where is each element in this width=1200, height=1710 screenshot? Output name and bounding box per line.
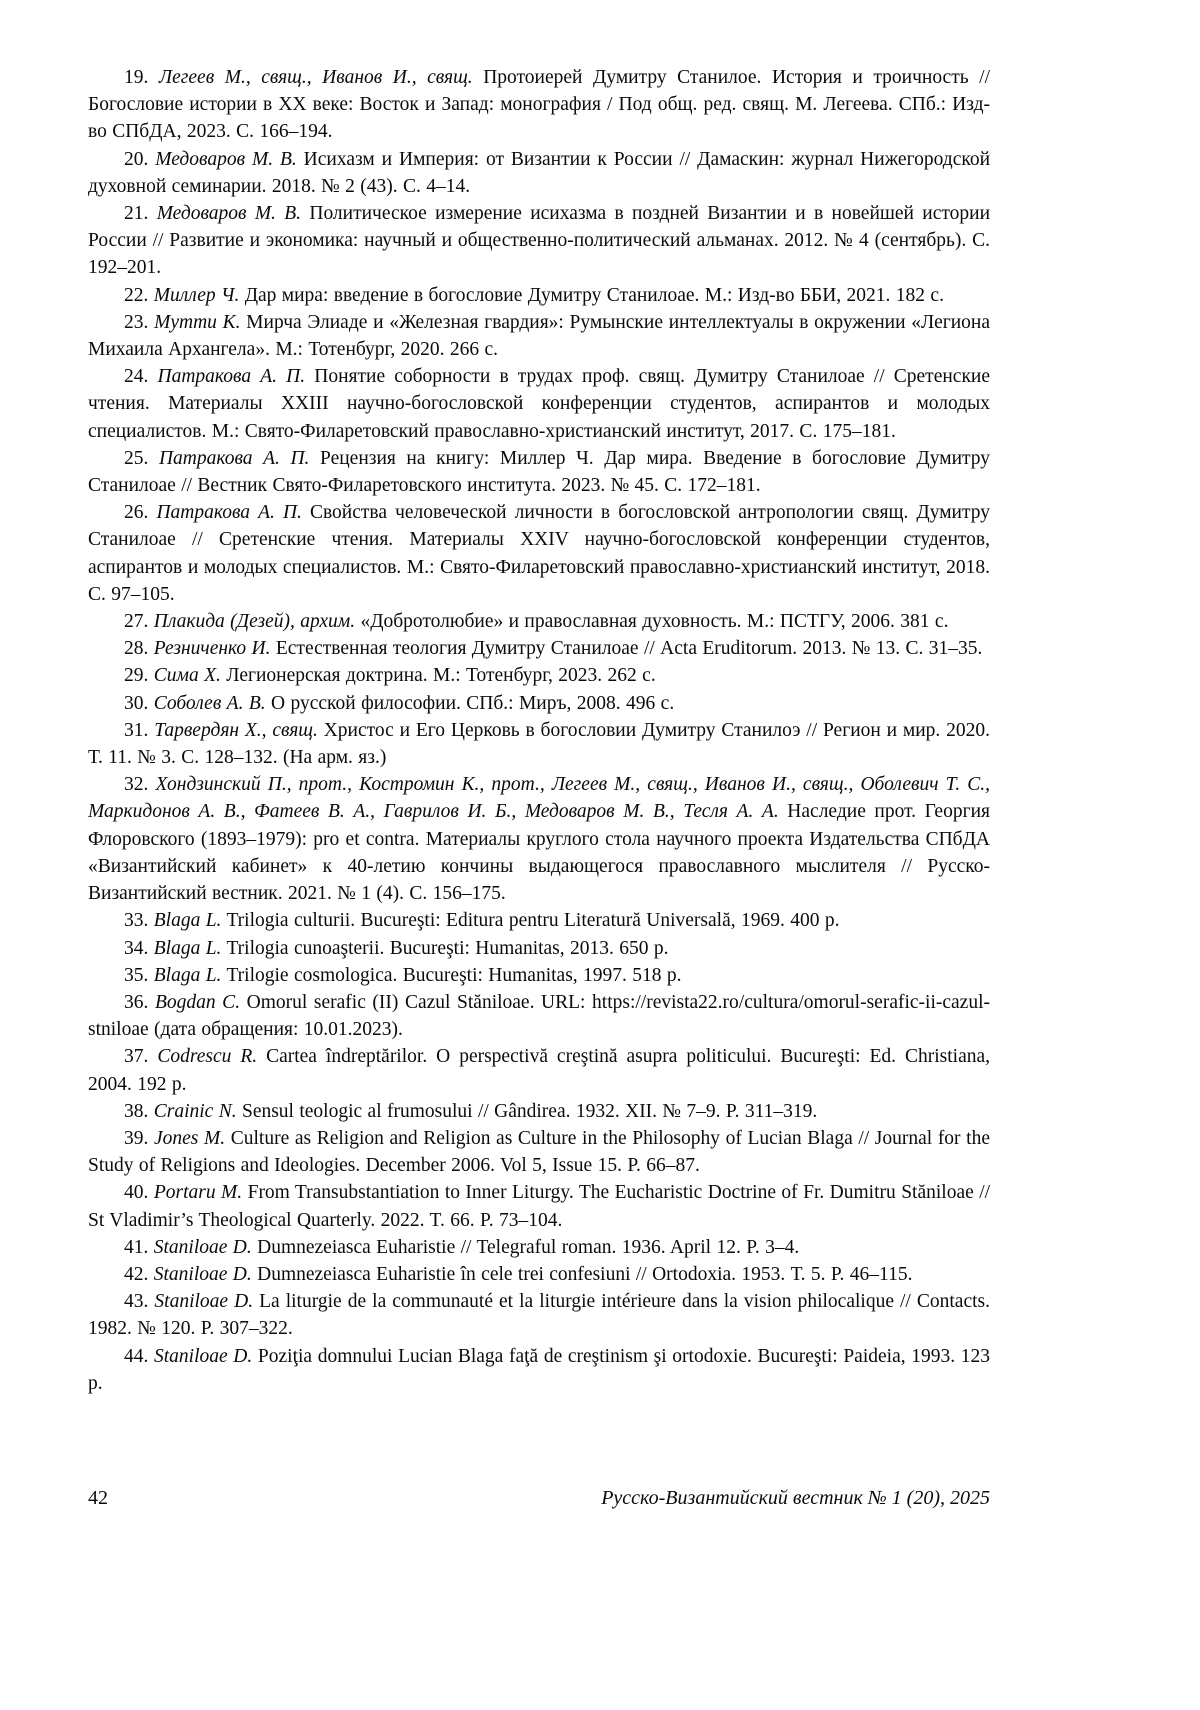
reference-number: 29. (124, 665, 154, 687)
reference-entry (88, 499, 990, 608)
reference-entry (88, 1234, 990, 1261)
reference-author: Патракова А. П. (156, 502, 302, 524)
reference-author: Staniloae D. (153, 1263, 252, 1285)
reference-text: Poziţia domnului Lucian Blaga faţă de creştinism şi ortodoxie. Bucureşti: Paideia, 1993. 123 p. (88, 1345, 990, 1394)
reference-text: Dumnezeiasca Euharistie // Telegraful roman. 1936. April 12. P. 3–4. (251, 1236, 800, 1258)
reference-author: Миллер Ч. (153, 284, 240, 306)
reference-author: Патракова А. П. (158, 447, 310, 469)
reference-number: 21. (124, 203, 157, 225)
reference-author: Плакида (Дезей), архим. (153, 611, 356, 633)
reference-number: 25. (124, 447, 159, 469)
reference-number: 27. (124, 611, 154, 633)
reference-author: Резниченко И. (153, 638, 271, 660)
page-number: 42 (88, 1487, 108, 1509)
reference-author: Blaga L. (153, 937, 222, 959)
reference-entry (88, 445, 990, 499)
reference-entry (88, 1261, 990, 1288)
reference-text: Христос и Его Церковь в богословии Думитру Станилоэ // Регион и мир. 2020. Т. 11. № 3. С. 128–132. (На арм. яз.) (88, 719, 990, 769)
reference-number: 44. (124, 1345, 155, 1367)
reference-number: 42. (124, 1263, 154, 1285)
reference-text: Trilogia cunoaşterii. Bucureşti: Humanitas, 2013. 650 p. (221, 937, 669, 959)
reference-entry (88, 1288, 990, 1342)
reference-author: Сима Х. (153, 665, 221, 687)
reference-text: Рецензия на книгу: Миллер Ч. Дар мира. Введение в богословие Думитру Станилоае // Вестник Свято-Филаретовского института. 2023. № 45. С. 172–181. (88, 447, 991, 497)
reference-text: Естественная теология Думитру Станилоае // Acta Eruditorum. 2013. № 13. С. 31–35. (270, 638, 983, 660)
reference-entry (88, 989, 990, 1043)
reference-author: Portaru M. (153, 1182, 243, 1204)
reference-text: Trilogia culturii. Bucureşti: Editura pentru Literatură Universală, 1969. 400 p. (221, 910, 840, 932)
reference-entry (88, 690, 990, 717)
reference-entry (88, 907, 990, 934)
reference-entry (88, 1179, 990, 1233)
reference-number: 20. (124, 148, 156, 170)
reference-author: Медоваров М. В. (156, 203, 302, 225)
reference-author: Патракова А. П. (157, 366, 306, 388)
reference-entry (88, 363, 990, 445)
reference-author: Staniloae D. (153, 1236, 252, 1258)
journal-title: Русско-Византийский вестник № 1 (20), 2025 (601, 1487, 990, 1509)
reference-text: «Добротолюбие» и православная духовность. М.: ПСТГУ, 2006. 381 с. (355, 611, 949, 633)
reference-text: Легионерская доктрина. М.: Тотенбург, 2023. 262 с. (220, 665, 656, 687)
reference-entry (88, 771, 990, 907)
reference-text: Trilogie cosmologica. Bucureşti: Humanitas, 1997. 518 p. (221, 964, 682, 986)
reference-text: Cartea îndreptărilor. O perspectivă creştină asupra politicului. Bucureşti: Ed. Christiana, 2004. 192 p. (88, 1046, 991, 1095)
reference-number: 32. (124, 774, 156, 796)
reference-number: 33. (124, 910, 154, 932)
references-list (88, 64, 990, 1397)
reference-entry (88, 309, 990, 363)
reference-author: Jones M. (154, 1127, 226, 1149)
page-footer (88, 1487, 990, 1510)
reference-entry (88, 662, 990, 689)
reference-author: Bogdan C. (154, 991, 241, 1013)
reference-text: Свойства человеческой личности в богословской антропологии свящ. Думитру Станилоае // Сретенские чтения. Материалы XXIV научно-богословской конференции студентов, аспирантов и молодых специалистов. М.: Свято-Филаретовский православно-христианский институт, 2018. С. 97–105. (88, 502, 990, 605)
reference-number: 36. (124, 991, 155, 1013)
reference-text: Протоиерей Думитру Станилое. История и троичность // Богословие истории в XX веке: Восток и Запад: монография / Под общ. ред. свящ. М. Легеева. СПб.: Изд-во СПбДА, 2023. С. 166–194. (88, 67, 990, 143)
reference-entry (88, 1125, 990, 1179)
reference-author: Crainic N. (153, 1100, 237, 1122)
reference-number: 40. (124, 1182, 154, 1204)
reference-author: Медоваров М. В. (155, 148, 297, 170)
reference-entry (88, 635, 990, 662)
reference-number: 28. (124, 638, 154, 660)
reference-text: Dumnezeiasca Euharistie în cele trei confesiuni // Ortodoxia. 1953. Т. 5. P. 46–115. (251, 1263, 913, 1285)
reference-entry (88, 935, 990, 962)
reference-number: 30. (124, 692, 154, 714)
reference-number: 24. (124, 366, 158, 388)
reference-author: Хондзинский П., прот., Костромин К., прот., Легеев М., свящ., Иванов И., свящ., Оболевич Т. С., Маркидонов А. В., Фатеев В. А., Гаврилов И. Б., Медоваров М. В., Тесля А. А. (88, 774, 990, 823)
reference-number: 43. (124, 1291, 155, 1313)
reference-text: Наследие прот. Георгия Флоровского (1893–1979): pro et contra. Материалы круглого стола научного проекта Издательства СПбДА «Византийский кабинет» к 40-летию кончины выдающегося православного мыслителя // Русско-Византийский вестник. 2021. № 1 (4). С. 156–175. (88, 801, 990, 905)
reference-number: 38. (124, 1100, 154, 1122)
reference-number: 39. (124, 1127, 154, 1149)
reference-text: О русской философии. СПб.: Миръ, 2008. 496 с. (265, 692, 675, 714)
reference-number: 23. (124, 311, 155, 333)
reference-text: Политическое измерение исихазма в поздней Византии и в новейшей истории России // Развитие и экономика: научный и общественно-политический альманах. 2012. № 4 (сентябрь). С. 192–201. (88, 203, 991, 279)
reference-text: Мирча Элиаде и «Железная гвардия»: Румынские интеллектуалы в окружении «Легиона Михаила Архангела». М.: Тотенбург, 2020. 266 с. (88, 311, 991, 361)
reference-author: Blaga L. (153, 910, 222, 932)
reference-number: 26. (124, 502, 157, 524)
reference-entry (88, 717, 990, 771)
reference-author: Staniloae D. (154, 1345, 253, 1367)
reference-text: Culture as Religion and Religion as Culture in the Philosophy of Lucian Blaga // Journal for the Study of Religions and Ideologies. December 2006. Vol 5, Issue 15. P. 66–87. (88, 1127, 990, 1177)
reference-entry (88, 608, 990, 635)
reference-number: 41. (124, 1236, 154, 1258)
reference-text: Sensul teologic al frumosului // Gândirea. 1932. XII. № 7–9. P. 311–319. (236, 1100, 818, 1122)
reference-entry (88, 1343, 990, 1397)
reference-author: Тарвердян Х., свящ. (154, 719, 318, 741)
reference-author: Codrescu R. (157, 1046, 258, 1068)
reference-number: 19. (124, 67, 159, 88)
reference-number: 35. (124, 964, 154, 986)
reference-author: Blaga L. (153, 964, 222, 986)
reference-text: Исихазм и Империя: от Византии к России // Дамаскин: журнал Нижегородской духовной семинарии. 2018. № 2 (43). С. 4–14. (88, 148, 991, 197)
reference-text: Дар мира: введение в богословие Думитру Станилоае. М.: Изд-во ББИ, 2021. 182 с. (239, 284, 944, 306)
reference-number: 34. (124, 937, 154, 959)
reference-entry (88, 962, 990, 989)
reference-number: 22. (124, 284, 154, 306)
reference-author: Соболев А. В. (153, 692, 266, 714)
reference-text: La liturgie de la communauté et la liturgie intérieure dans la vision philocalique // Contacts. 1982. № 120. P. 307–322. (88, 1291, 990, 1340)
reference-entry (88, 146, 990, 200)
reference-number: 31. (124, 719, 155, 741)
reference-text: From Transubstantiation to Inner Liturgy. The Eucharistic Doctrine of Fr. Dumitru Stăniloae // St Vladimir’s Theological Quarterly. 2022. T. 66. P. 73–104. (88, 1182, 991, 1231)
reference-entry (88, 64, 990, 146)
reference-author: Staniloae D. (154, 1291, 254, 1313)
reference-text: Понятие соборности в трудах проф. свящ. Думитру Станилоае // Сретенские чтения. Материалы XXIII научно-богословской конференции студентов, аспирантов и молодых специалистов. М.: Свято-Филаретовский православно-христианский институт, 2017. С. 175–181. (88, 366, 991, 442)
reference-number: 37. (124, 1046, 158, 1068)
reference-entry (88, 1043, 990, 1097)
reference-text: Omorul serafic (II) Cazul Stăniloae. URL: https://revista22.ro/cultura/omorul-serafic-ii-cazul-stniloae (дата обращения: 10.01.2023). (88, 991, 991, 1041)
reference-author: Легеев М., свящ., Иванов И., свящ. (158, 67, 473, 88)
reference-entry (88, 282, 990, 309)
reference-entry (88, 200, 990, 282)
reference-entry (88, 1098, 990, 1125)
reference-author: Мутти К. (154, 311, 241, 333)
